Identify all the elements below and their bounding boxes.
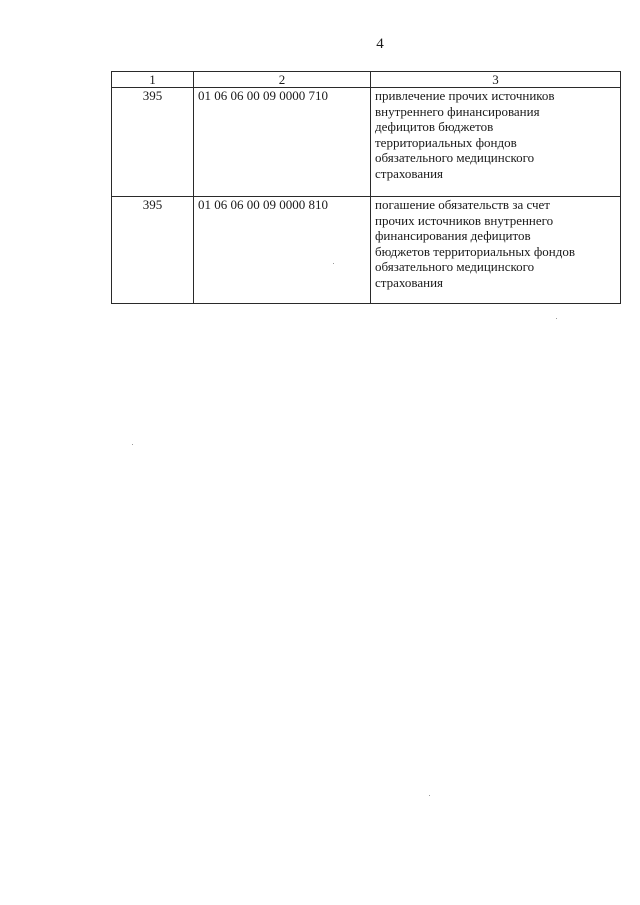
row-admin-code: 395 <box>112 88 194 197</box>
scan-speck <box>556 318 557 319</box>
row-description: привлечение прочих источников внутреннего финансирования дефицитов бюджетов территориальных фондов обязательного медицинского страхования <box>371 88 621 197</box>
scan-speck <box>132 444 133 445</box>
table-row <box>112 197 621 304</box>
row-budget-code: 01 06 06 00 09 0000 710 <box>194 88 371 197</box>
row-admin-code: 395 <box>112 197 194 304</box>
page-number: 4 <box>376 36 384 52</box>
column-header-3: 3 <box>371 72 621 88</box>
codes-table <box>111 71 621 304</box>
column-header-2: 2 <box>194 72 371 88</box>
column-header-1: 1 <box>112 72 194 88</box>
table-row <box>112 88 621 197</box>
row-description: погашение обязательств за счет прочих источников внутреннего финансирования дефицитов бюджетов территориальных фондов обязательного медицинского страхования <box>371 197 621 304</box>
table-header-row <box>112 72 621 88</box>
scan-speck <box>429 795 430 796</box>
row-budget-code: 01 06 06 00 09 0000 810 <box>194 197 371 304</box>
scan-speck <box>333 263 334 264</box>
